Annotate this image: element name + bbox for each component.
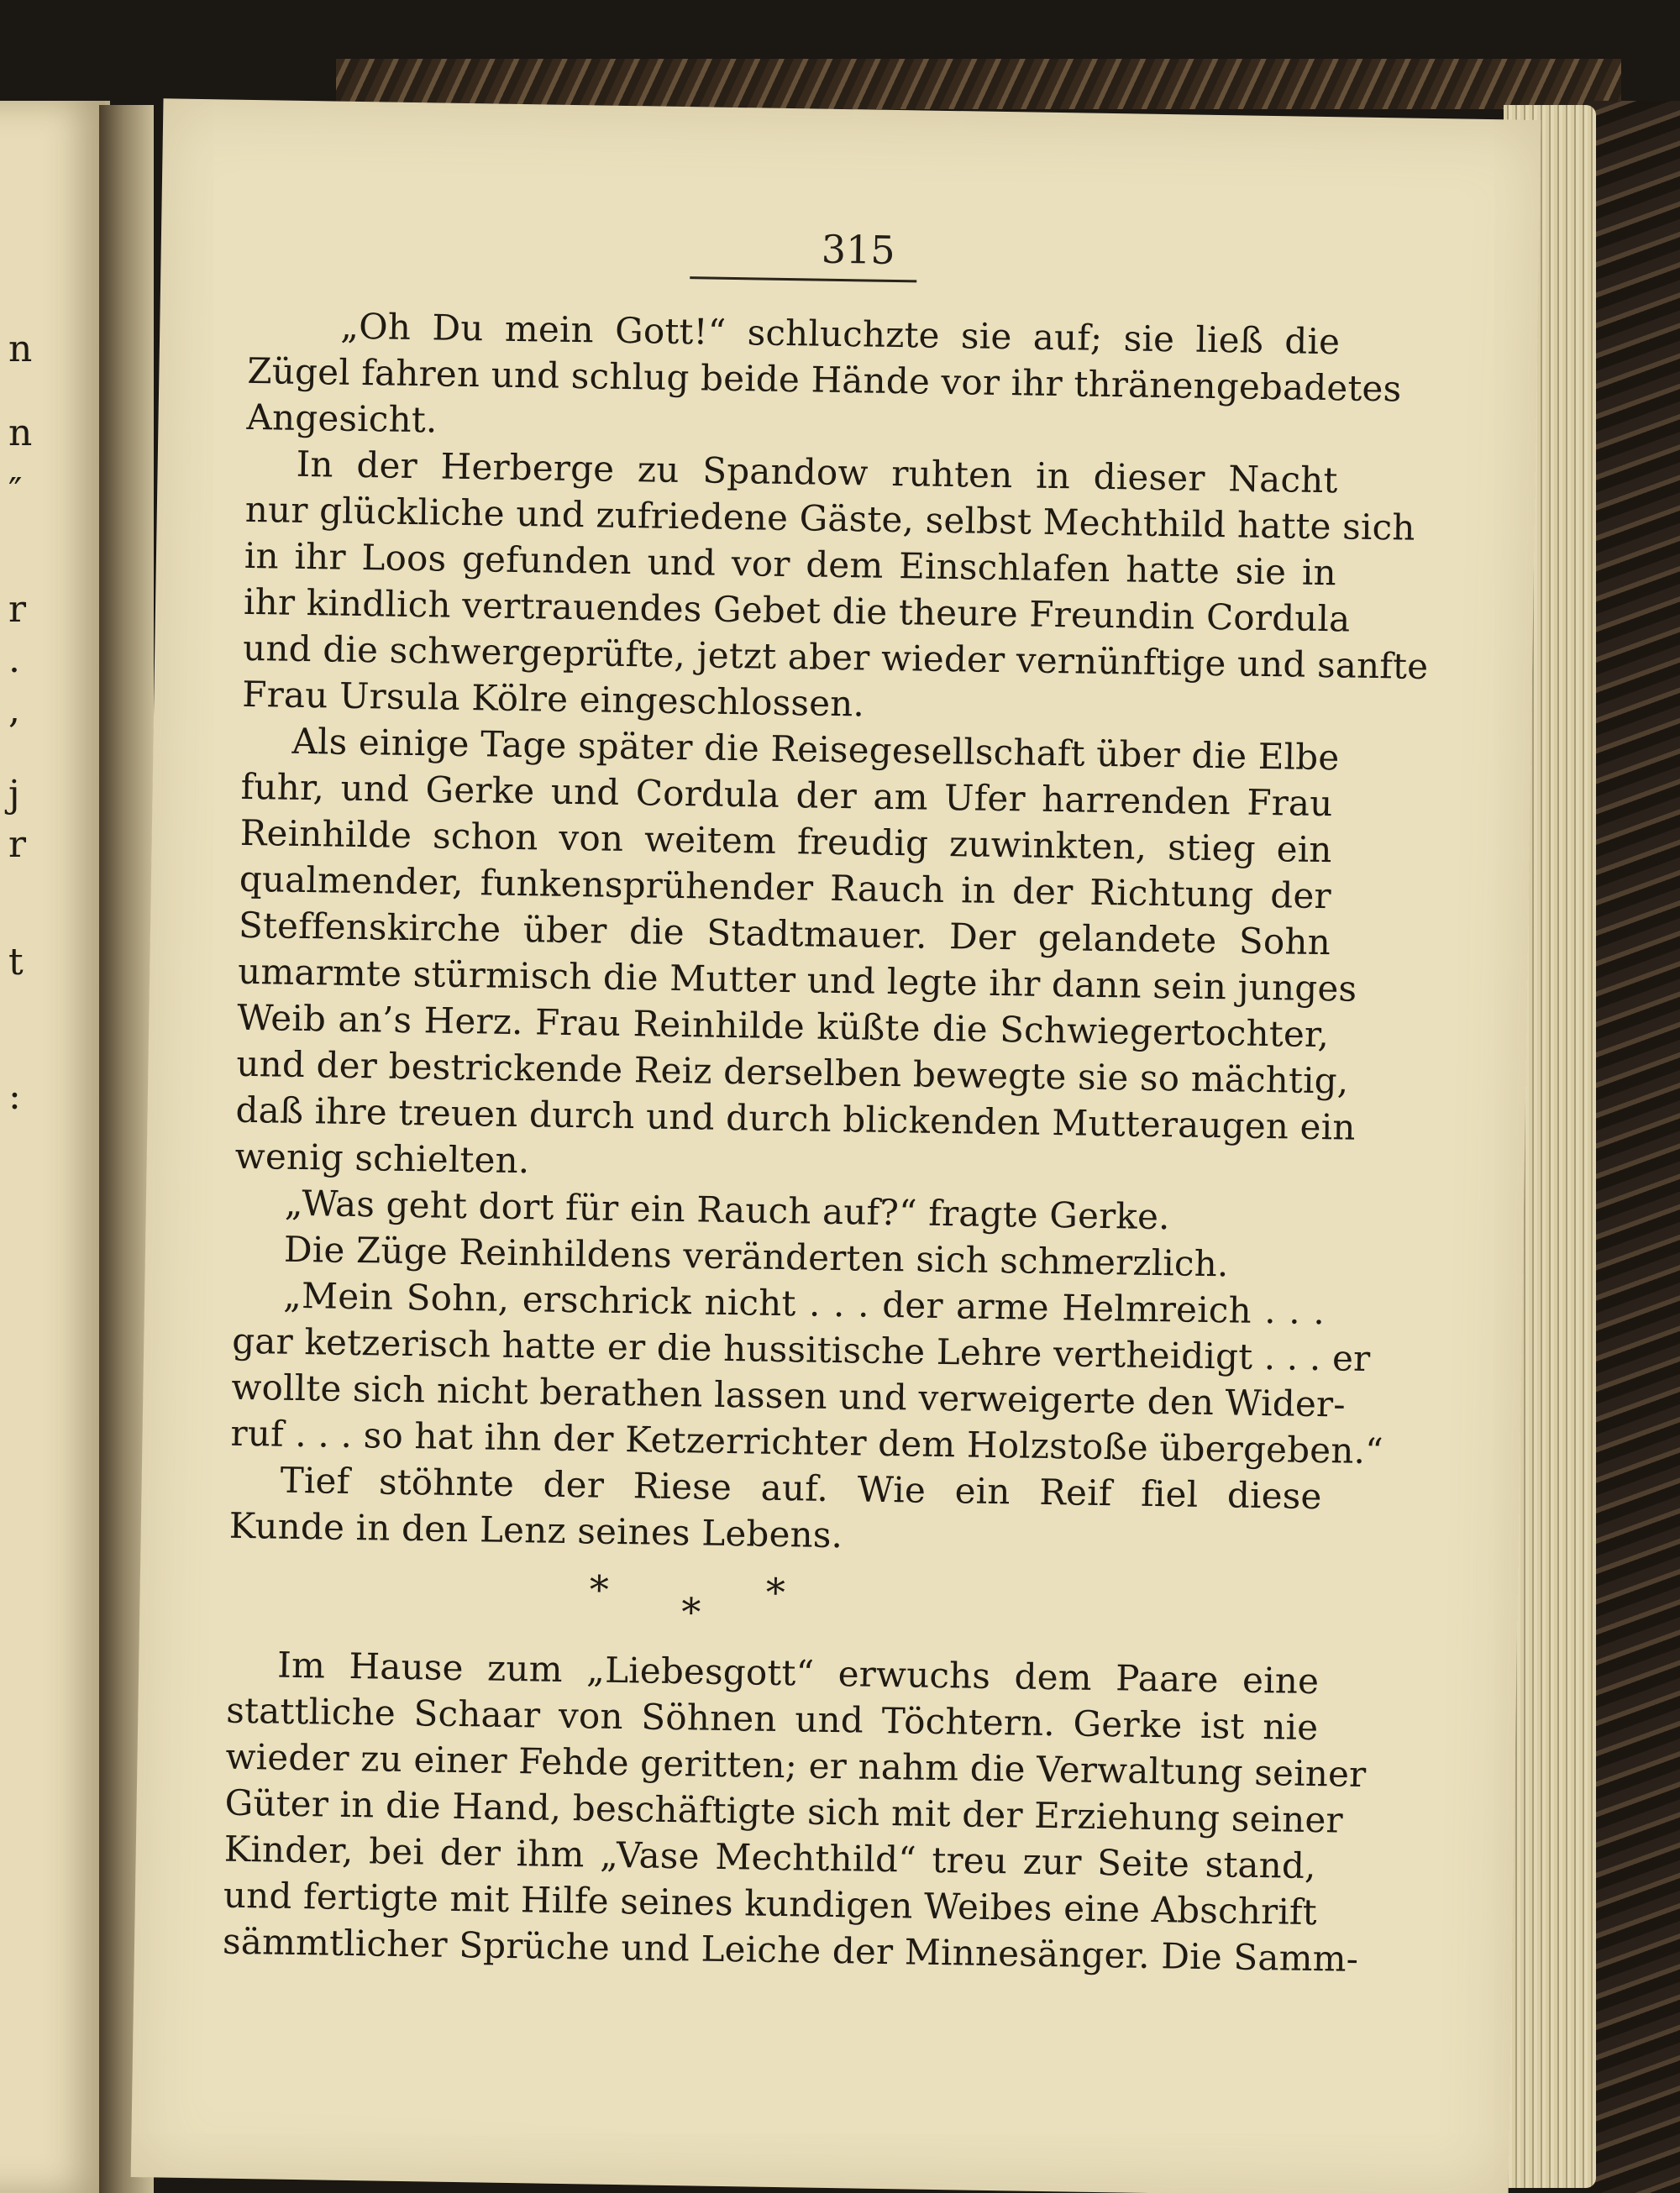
separator-asterisk: *	[765, 1569, 786, 1616]
text-line: wenig schielten.	[234, 1135, 530, 1182]
section-separator	[228, 1549, 1321, 1658]
left-page-fragment: j	[8, 773, 20, 816]
left-page-fragment: n	[8, 328, 33, 370]
text-line: Güter in die Hand, beschäftigte sich mit der Erziehung seiner	[224, 1781, 1344, 1841]
book-top-edge	[336, 59, 1621, 109]
text-line: Im Hause zum „Liebesgott“ erwuchs dem Paare eine	[276, 1644, 1320, 1702]
header-rule	[690, 276, 916, 282]
text-line: und fertigte mit Hilfe seines kundigen Weibes eine Abschrift	[223, 1874, 1318, 1933]
right-page	[131, 98, 1541, 2193]
text-line: wieder zu einer Fehde geritten; er nahm die Verwaltung seiner	[225, 1735, 1367, 1796]
left-page-fragment: ″	[8, 470, 23, 513]
text-line: ihr kindlich vertrauendes Gebet die theure Freundin Cordula	[243, 580, 1351, 640]
text-line: qualmender, funkensprühender Rauch in der Richtung der	[239, 858, 1332, 917]
text-line: und die schwergeprüfte, jetzt aber wieder vernünftige und sanfte	[242, 627, 1429, 688]
text-line: Frau Ursula Kölre eingeschlossen.	[242, 673, 865, 725]
text-line: in ihr Loos gefunden und vor dem Einschlafen hatte sie in	[244, 534, 1337, 594]
text-line: Zügel fahren und schlug beide Hände vor ihr thränengebadetes	[247, 349, 1402, 410]
text-line: ruf . . . so hat ihn der Ketzerrichter dem Holzstoße übergeben.“	[230, 1412, 1384, 1472]
left-page	[0, 101, 110, 2193]
body-text	[222, 302, 1429, 1981]
text-line: gar ketzerisch hatte er die hussitische Lehre vertheidigt . . . er	[231, 1319, 1371, 1380]
text-line: und der bestrickende Reiz derselben bewegte sie so mächtig,	[236, 1042, 1349, 1102]
text-line: Steffenskirche über die Stadtmauer. Der gelandete Sohn	[238, 904, 1331, 963]
book-cover-right	[1588, 101, 1680, 2193]
separator-asterisk: *	[680, 1589, 701, 1635]
text-line: umarmte stürmisch die Mutter und legte ihr dann sein junges	[237, 950, 1357, 1010]
text-line: Kunde in den Lenz seines Lebens.	[228, 1504, 843, 1556]
text-line: Tief stöhnte der Riese auf. Wie ein Reif fiel diese	[280, 1459, 1322, 1518]
left-page-fragment: r	[8, 588, 27, 631]
text-line: In der Herberge zu Spandow ruhten in dieser Nacht	[296, 443, 1338, 501]
left-page-fragment: ,	[8, 689, 20, 732]
left-page-fragment: .	[8, 638, 20, 681]
text-line: Weib an’s Herz. Frau Reinhilde küßte die Schwiegertochter,	[236, 996, 1330, 1056]
text-line: Die Züge Reinhildens veränderten sich schmerzlich.	[283, 1228, 1229, 1285]
text-line: Reinhilde schon von weitem freudig zuwinkten, stieg ein	[239, 811, 1333, 871]
left-page-fragment: :	[8, 1075, 21, 1118]
text-line: sämmtlicher Sprüche und Leiche der Minnesänger. Die Samm-	[222, 1920, 1359, 1980]
text-line: fuhr, und Gerke und Cordula der am Ufer harrenden Frau	[240, 765, 1333, 825]
text-line: nur glückliche und zufriedene Gäste, selbst Mechthild hatte sich	[244, 488, 1415, 548]
text-line: wollte sich nicht berathen lassen und verweigerte den Wider-	[231, 1366, 1347, 1425]
text-line: „Was geht dort für ein Rauch auf?“ fragte Gerke.	[284, 1182, 1171, 1238]
left-page-fragment: t	[8, 941, 24, 984]
text-line: „Oh Du mein Gott!“ schluchzte sie auf; sie ließ die	[339, 305, 1341, 363]
separator-asterisk: *	[589, 1566, 610, 1613]
text-line: daß ihre treuen durch und durch blickenden Mutteraugen ein	[235, 1089, 1356, 1148]
text-line: Kinder, bei der ihm „Vase Mechthild“ treu zur Seite stand,	[223, 1828, 1317, 1887]
text-line: stattliche Schaar von Söhnen und Töchtern. Gerke ist nie	[226, 1689, 1319, 1749]
left-page-fragment: r	[8, 823, 27, 866]
left-page-fragment: n	[8, 412, 33, 454]
text-line: Angesicht.	[246, 396, 438, 441]
text-line: Als einige Tage später die Reisegesellschaft über die Elbe	[291, 720, 1340, 779]
text-line: „Mein Sohn, erschrick nicht . . . der arme Helmreich . . .	[282, 1274, 1326, 1333]
page-number: 315	[821, 226, 896, 273]
